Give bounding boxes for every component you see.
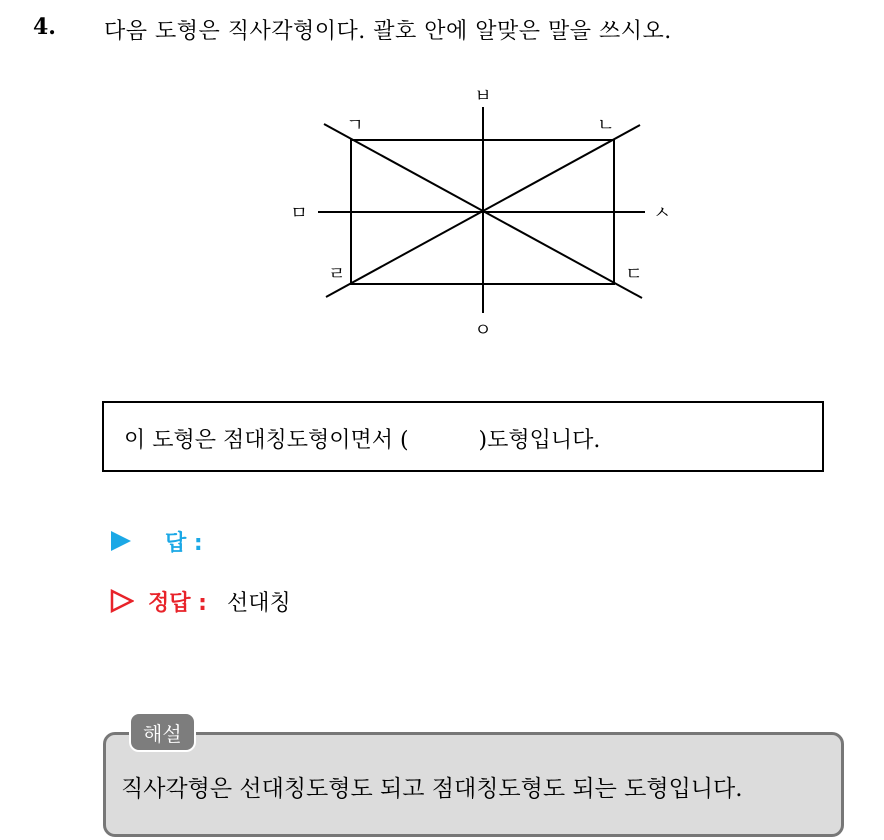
- question-number: 4.: [33, 14, 56, 40]
- answer-label: 답 :: [165, 530, 203, 556]
- rectangle-figure: [0, 0, 884, 360]
- label-left: ㅁ: [290, 203, 308, 224]
- statement-box: [102, 401, 824, 472]
- explanation-tab: 해설: [129, 712, 196, 752]
- label-top: ㅂ: [474, 86, 492, 107]
- label-top-right: ㄴ: [597, 115, 615, 136]
- label-bottom-right: ㄷ: [625, 264, 643, 285]
- outline-arrow-icon: [110, 589, 134, 613]
- label-top-left: ㄱ: [346, 115, 364, 136]
- label-right: ㅅ: [653, 203, 671, 224]
- play-arrow-icon: [111, 531, 131, 551]
- correct-answer-value: 선대칭: [226, 590, 291, 616]
- explanation-text: 직사각형은 선대칭도형도 되고 점대칭도형도 되는 도형입니다.: [121, 776, 743, 802]
- correct-answer-row: [110, 585, 291, 617]
- answer-row: [111, 526, 203, 556]
- question-text: 다음 도형은 직사각형이다. 괄호 안에 알맞은 말을 쓰시오.: [104, 19, 672, 44]
- label-bottom-left: ㄹ: [328, 264, 346, 285]
- statement-text: 이 도형은 점대칭도형이면서 ( )도형입니다.: [124, 428, 601, 453]
- label-bottom: ㅇ: [474, 320, 492, 341]
- correct-answer-label: 정답 :: [148, 590, 207, 616]
